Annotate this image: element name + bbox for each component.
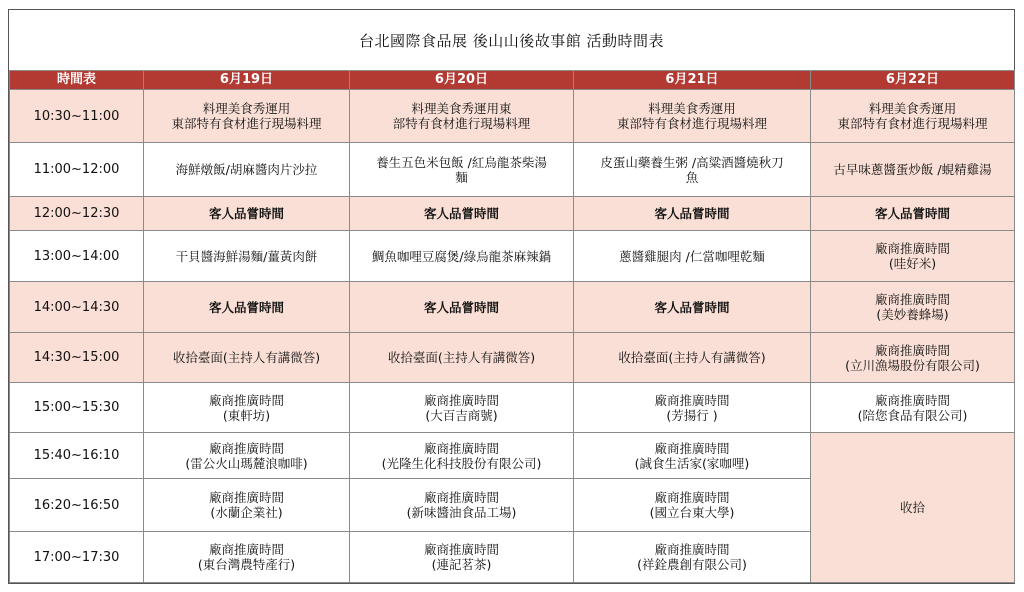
cell-line: 料理美食秀運用 xyxy=(202,101,291,116)
cell-line: 廠商推廣時間 xyxy=(208,440,284,456)
cell-line: 麵 xyxy=(455,169,468,185)
schedule-cell xyxy=(350,479,574,532)
schedule-cell xyxy=(350,231,574,282)
cell-line: 客人品嘗時間 xyxy=(874,206,950,221)
time-slot: 17:00~17:30 xyxy=(10,532,144,583)
cell-line: 皮蛋山藥養生粥 /高粱酒醬燒秋刀 xyxy=(600,154,784,170)
cell-line: 魚 xyxy=(685,169,699,185)
cell-line: 客人品嘗時間 xyxy=(208,206,284,221)
table-row xyxy=(10,333,1015,383)
cell-line: 廠商推廣時間 xyxy=(654,440,730,456)
time-slot: 14:00~14:30 xyxy=(10,282,144,333)
cell-line: (雷公火山瑪麓浪咖啡) xyxy=(185,455,308,471)
table-row xyxy=(10,231,1015,282)
cell-line: 廠商推廣時間 xyxy=(874,392,950,408)
cell-line: 收拾臺面(主持人有講微答) xyxy=(618,350,766,365)
schedule-cell xyxy=(350,333,574,383)
schedule-cell xyxy=(144,231,350,282)
time-slot: 15:40~16:10 xyxy=(10,433,144,479)
schedule-cell xyxy=(574,479,811,532)
cell-line: 客人品嘗時間 xyxy=(654,299,730,315)
cell-line: (連記茗茶) xyxy=(431,557,492,572)
schedule-cell xyxy=(144,90,350,143)
cell-line: (陪您食品有限公司) xyxy=(857,407,968,423)
cell-line: (哇好米) xyxy=(888,256,937,271)
schedule-cell xyxy=(574,197,811,231)
cell-line: 海鮮燉飯/胡麻醬肉片沙拉 xyxy=(175,162,318,177)
time-slot: 15:00~15:30 xyxy=(10,383,144,433)
cell-line: (東軒坊) xyxy=(222,407,271,423)
cell-line: 廠商推廣時間 xyxy=(874,241,950,256)
header-day: 6月21日 xyxy=(574,71,811,90)
schedule-cell xyxy=(574,333,811,383)
table-row xyxy=(10,433,1015,479)
cell-line: (東台灣農特產行) xyxy=(197,557,296,572)
header-row xyxy=(10,71,1015,90)
schedule-cell xyxy=(574,231,811,282)
cell-line: 廠商推廣時間 xyxy=(208,392,284,408)
cell-line: 廠商推廣時間 xyxy=(423,490,499,505)
schedule-cell xyxy=(574,143,811,197)
schedule-cell xyxy=(144,532,350,583)
cell-line: 廠商推廣時間 xyxy=(208,490,284,505)
cell-line: 古早味蔥醬蛋炒飯 /蜆精雞湯 xyxy=(833,162,992,177)
schedule-table xyxy=(9,70,1015,583)
cell-line: 客人品嘗時間 xyxy=(423,299,499,315)
schedule-cell xyxy=(574,383,811,433)
schedule-cell xyxy=(144,433,350,479)
schedule-cell xyxy=(811,231,1015,282)
time-slot: 10:30~11:00 xyxy=(10,90,144,143)
cell-line: 收拾臺面(主持人有講微答) xyxy=(387,350,536,365)
cell-line: 部特有食材進行現場料理 xyxy=(392,116,531,131)
cell-line: 東部特有食材進行現場料理 xyxy=(837,116,988,131)
schedule-cell xyxy=(574,282,811,333)
schedule-cell xyxy=(350,90,574,143)
time-slot: 12:00~12:30 xyxy=(10,197,144,231)
table-row xyxy=(10,383,1015,433)
time-slot: 16:20~16:50 xyxy=(10,479,144,532)
cell-line: (美妙養蜂場) xyxy=(876,307,949,322)
time-slot: 13:00~14:00 xyxy=(10,231,144,282)
cell-line: 廠商推廣時間 xyxy=(874,342,950,358)
cell-line: (大百吉商號) xyxy=(425,407,498,423)
schedule-cell xyxy=(574,532,811,583)
cell-line: 鯛魚咖哩豆腐煲/綠烏龍茶麻辣鍋 xyxy=(371,248,552,264)
schedule-sheet xyxy=(8,9,1015,584)
table-row xyxy=(10,90,1015,143)
cell-line: 客人品嘗時間 xyxy=(423,206,499,221)
cell-line: 干貝醬海鮮湯麵/薑黃肉餅 xyxy=(175,248,318,264)
schedule-cell xyxy=(144,282,350,333)
cell-line: (新味醬油食品工場) xyxy=(406,505,517,520)
header-time: 時間表 xyxy=(10,71,144,90)
table-row xyxy=(10,282,1015,333)
cell-line: 養生五色米包飯 /紅烏龍茶柴湯 xyxy=(376,154,547,170)
header-day: 6月19日 xyxy=(144,71,350,90)
cell-line: 料理美食秀運用 xyxy=(648,101,736,116)
page-title: 台北國際食品展 後山山後故事館 活動時間表 xyxy=(358,31,665,50)
cleanup-cell: 收拾 xyxy=(811,433,1015,583)
schedule-cell xyxy=(811,282,1015,333)
cell-line: 廠商推廣時間 xyxy=(423,440,499,456)
cell-line: 廠商推廣時間 xyxy=(208,542,284,557)
schedule-cell xyxy=(811,90,1015,143)
schedule-cell xyxy=(144,479,350,532)
table-row xyxy=(10,197,1015,231)
time-slot: 11:00~12:00 xyxy=(10,143,144,197)
cell-line: 東部特有食材進行現場料理 xyxy=(171,116,322,131)
cell-line: 東部特有食材進行現場料理 xyxy=(616,116,767,131)
cell-line: (誠食生活家(家咖哩) xyxy=(634,455,750,471)
cell-line: 客人品嘗時間 xyxy=(654,206,730,221)
cell-line: 廠商推廣時間 xyxy=(654,392,730,408)
cell-line: 廠商推廣時間 xyxy=(423,392,499,408)
cell-line: 廠商推廣時間 xyxy=(423,542,499,557)
schedule-cell xyxy=(574,433,811,479)
cell-line: 廠商推廣時間 xyxy=(654,542,730,557)
cell-line: 廠商推廣時間 xyxy=(654,490,730,505)
schedule-cell xyxy=(144,333,350,383)
schedule-cell xyxy=(350,433,574,479)
schedule-cell xyxy=(144,143,350,197)
cell-line: (祥銓農創有限公司) xyxy=(637,557,747,572)
schedule-cell xyxy=(350,197,574,231)
cell-line: 料理美食秀運用東 xyxy=(411,101,512,116)
cell-line: 客人品嘗時間 xyxy=(208,299,284,315)
header-day: 6月22日 xyxy=(811,71,1015,90)
schedule-cell xyxy=(144,383,350,433)
cell-line: (國立台東大學) xyxy=(649,505,735,520)
time-slot: 14:30~15:00 xyxy=(10,333,144,383)
cell-line: 廠商推廣時間 xyxy=(874,292,950,307)
schedule-cell xyxy=(811,333,1015,383)
cell-line: (水蘭企業社) xyxy=(210,505,283,520)
header-day: 6月20日 xyxy=(350,71,574,90)
schedule-cell xyxy=(811,197,1015,231)
schedule-cell xyxy=(350,532,574,583)
schedule-cell xyxy=(144,197,350,231)
cell-line: (光隆生化科技股份有限公司) xyxy=(381,455,542,471)
schedule-cell xyxy=(811,383,1015,433)
schedule-cell xyxy=(350,282,574,333)
table-row xyxy=(10,143,1015,197)
cell-line: 料理美食秀運用 xyxy=(868,101,957,116)
cell-line: (立川漁場股份有限公司) xyxy=(845,357,980,373)
cell-line: 蔥醬雞腿肉 /仁當咖哩乾麵 xyxy=(619,248,765,264)
schedule-cell xyxy=(350,143,574,197)
cell-line: (芳揚行 ) xyxy=(666,407,718,423)
schedule-cell xyxy=(350,383,574,433)
schedule-cell xyxy=(574,90,811,143)
cell-line: 收拾臺面(主持人有講微答) xyxy=(172,350,321,365)
schedule-cell xyxy=(811,143,1015,197)
